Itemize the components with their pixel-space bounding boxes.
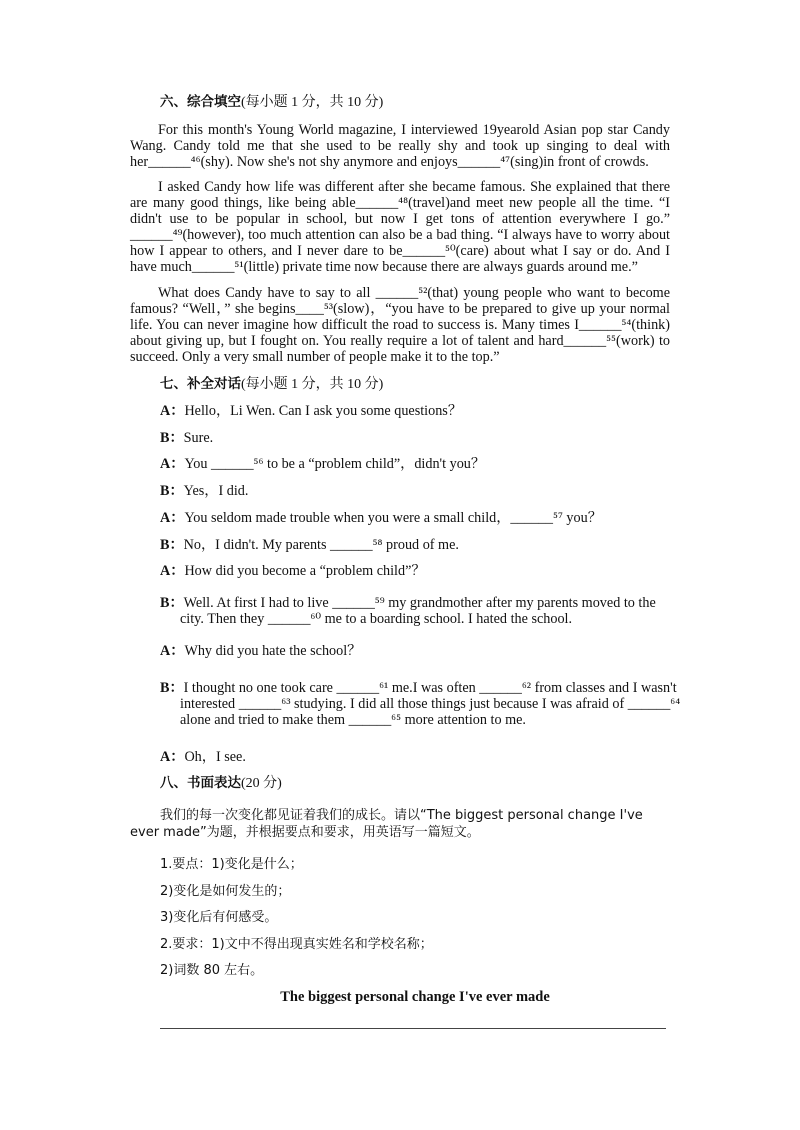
- speaker-label: B：: [160, 537, 184, 553]
- cloze-paragraph-3: What does Candy have to say to all ______⁵²(that) young people who want to become famous? “Well，” she begins____⁵³(slow)，“you have to be prepared to give up your normal life. You can never imagine how difficult the road to success is. Many times I______⁵⁴(think) about giving up, but I fought on. You really require a lot of talent and hard______⁵⁵(work) to succeed. Only a very small number of people make it to the top.”: [130, 285, 670, 365]
- dialogue-line: A：How did you become a “problem child”？: [160, 563, 426, 579]
- requirement-line: 2)词数 80 左右。: [160, 963, 264, 978]
- requirement-line: 2)变化是如何发生的；: [160, 884, 291, 899]
- section-8-title: 八、书面表达: [160, 775, 241, 791]
- section-6-score-note: (每小题 1 分，共 10 分): [241, 95, 384, 110]
- dialogue-line: B：Well. At first I had to live ______⁵⁹ my grandmother after my parents moved to the city. Then they ______⁶⁰ me to a boarding school. I hated the school.: [160, 595, 656, 627]
- speaker-label: A：: [160, 563, 185, 579]
- speaker-label: B：: [160, 430, 184, 446]
- dialogue-line: B：No，I didn't. My parents ______⁵⁸ proud of me.: [160, 537, 459, 553]
- section-8-score-note: (20 分): [241, 776, 282, 791]
- dialogue-line: B：Yes，I did.: [160, 483, 249, 499]
- speaker-label: A：: [160, 510, 185, 526]
- section-8-heading: [160, 773, 700, 794]
- answer-line[interactable]: [160, 1028, 666, 1029]
- cloze-paragraph-1: For this month's Young World magazine, I interviewed 19yearold Asian pop star Candy Wang. Candy told me that she used to be really shy and took up singing to deal with her______⁴⁶(shy). Now she's not shy anymore and enjoys______⁴⁷(sing)in front of crowds.: [130, 122, 670, 170]
- requirement-line: 1.要点：1)变化是什么；: [160, 857, 303, 872]
- dialogue-line: A：You seldom made trouble when you were a small child，______⁵⁷ you？: [160, 510, 602, 526]
- essay-title: The biggest personal change I've ever made: [280, 989, 550, 1005]
- dialogue-line: B：I thought no one took care ______⁶¹ me.I was often ______⁶² from classes and I wasn't interested ______⁶³ studying. I did all those things just because I was afraid of ______⁶⁴ alone and tried to make them ______⁶⁵ more attention to me.: [160, 680, 681, 728]
- writing-task-intro: 我们的每一次变化都见证着我们的成长。请以“The biggest personal change I've ever made”为题，并根据要点和要求，用英语写一篇短文。: [130, 808, 643, 840]
- speaker-label: A：: [160, 403, 185, 419]
- section-7-heading: [160, 374, 700, 395]
- speaker-label: B：: [160, 595, 184, 611]
- dialogue-line: A：Hello，Li Wen. Can I ask you some questions？: [160, 403, 463, 419]
- section-6-title: 六、综合填空: [160, 94, 241, 110]
- dialogue-line: A：Oh，I see.: [160, 749, 246, 765]
- speaker-label: A：: [160, 749, 185, 765]
- requirement-line: 3)变化后有何感受。: [160, 910, 278, 925]
- speaker-label: A：: [160, 643, 185, 659]
- section-7-title: 七、补全对话: [160, 376, 241, 392]
- section-6-heading: [160, 92, 700, 113]
- section-7-score-note: (每小题 1 分，共 10 分): [241, 377, 384, 392]
- speaker-label: B：: [160, 483, 184, 499]
- requirement-line: 2.要求：1)文中不得出现真实姓名和学校名称；: [160, 937, 433, 952]
- speaker-label: A：: [160, 456, 185, 472]
- speaker-label: B：: [160, 680, 184, 696]
- dialogue-line: A：Why did you hate the school？: [160, 643, 362, 659]
- cloze-paragraph-2: I asked Candy how life was different after she became famous. She explained that there are many good things, like being able______⁴⁸(travel)and meet new people all the time. “I didn't use to be popular in school, but now I get tons of attention everywhere I go.” ______⁴⁹(however), too much attention can also be a bad thing. “I always have to worry about how I appear to others, and I never dare to be______⁵⁰(care) about what I say or do. And I have much______⁵¹(little) private time now because there are always guards around me.”: [130, 179, 670, 275]
- dialogue-line: A：You ______⁵⁶ to be a “problem child”，didn't you？: [160, 456, 486, 472]
- dialogue-line: B：Sure.: [160, 430, 214, 446]
